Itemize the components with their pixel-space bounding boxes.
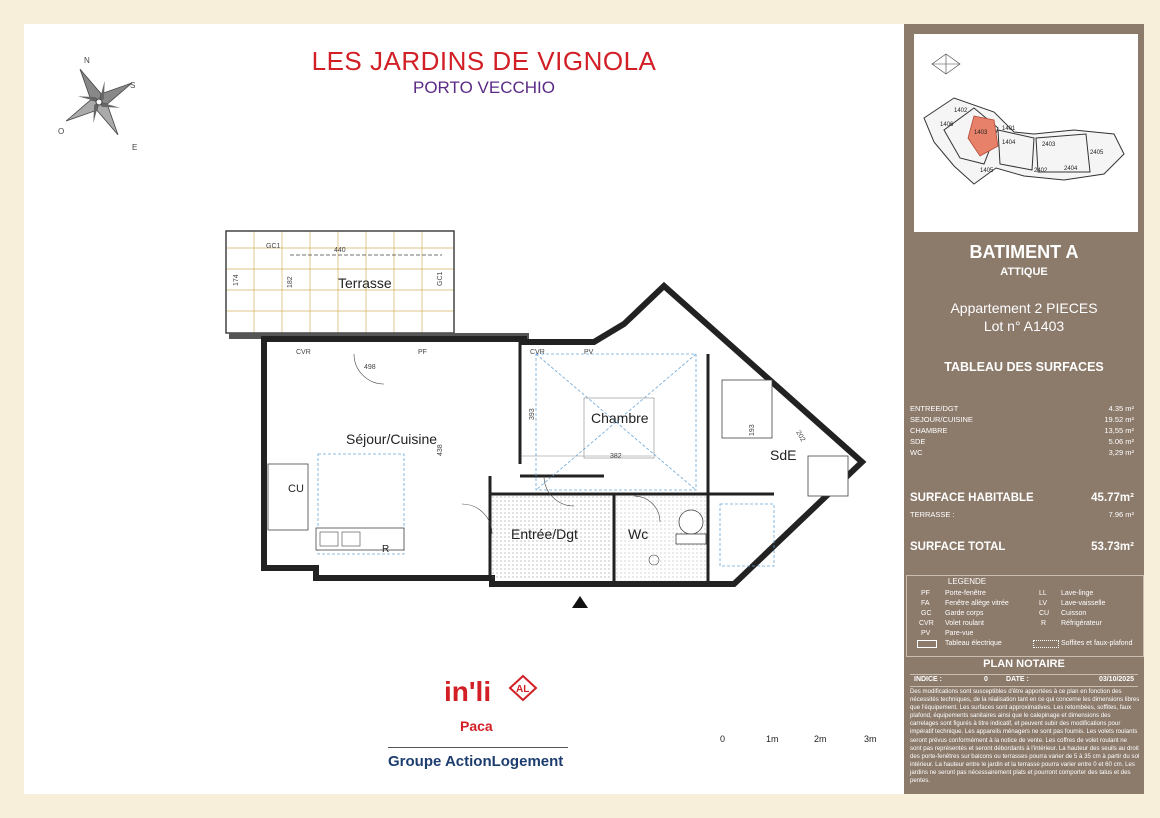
building-name: BATIMENT A [969,242,1079,262]
plan-mark: CVR [296,349,311,356]
plan-mark: GC1 [266,243,281,250]
room-label: SdE [770,447,797,463]
dimension-label: 498 [364,364,376,371]
plan-sheet [24,24,1144,794]
lot-number: 1404 [1002,140,1016,146]
terrace-surface: TERRASSE : 7.96 m² [910,510,1134,519]
disclaimer-notes: Des modifications sont susceptibles d'être apportées à ce plan en fonction des nécessités techniques, de la réalisation tant en ce qui concerne les dimensions libres que l'équipement. Les surfaces sont approximatives. Les retombées, soffites, faux plafond, équipements sanitaires ainsi que le calepinage et dimensions des carrelages sont figurés à titre indicatif, et peuvent subir des modifications pour impératif technique. Les appareils ménagers ne sont pas fournis. Les volets roulants seront prévus conformément à la notice de vente. Les coffres de volet roulant ne sont pas représentés et seront débordants à l'intérieur. La hauteur des seuils au droit des porte-fenêtres sur balcons ou terrasses pourra varier de 5 à 35 cm à partir du sol intérieur. La hauteur entre le jardin et la terrasse pourra varier entre 0 et 60 cm. Les jardins ne seront pas nécessairement plats et pourront comporter des talus et des pentes. [910,688,1140,785]
brand-group: Groupe ActionLogement [388,753,564,770]
kitchen-appliance-label: R [382,544,390,555]
surface-row: ENTREE/DGT 4.35 m² [910,404,1134,413]
dimension-label: 393 [529,408,536,420]
floor-plan [24,24,904,624]
plan-type: PLAN NOTAIRE [983,658,1065,670]
dimension-label: 440 [334,247,346,254]
brand-region: Paca [460,718,493,734]
plan-mark: PF [418,349,427,356]
surface-row: SDE 5.06 m² [910,437,1134,446]
surface-row: SEJOUR/CUISINE 19.52 m² [910,415,1134,424]
habitable-surface: SURFACE HABITABLE 45.77m² [910,492,1134,504]
room-label: Terrasse [338,275,392,291]
dimension-label: 382 [610,453,622,460]
dimension-label: 182 [287,276,294,288]
legend-title: LEGENDE [947,577,987,586]
plan-mark: PV [584,349,594,356]
compass-letter: O [58,127,65,136]
plan-mark: GC1 [437,271,444,286]
soffit-icon [1033,640,1059,648]
apartment-type: Appartement 2 PIECES [950,300,1098,316]
lot-number: 2404 [1064,166,1078,172]
lot-number: 1405 [980,168,994,174]
compass-letter: S [130,81,136,90]
entrance-arrow-icon [572,596,588,608]
compass-letter: N [84,56,90,65]
lot-number: 1402 [954,108,968,114]
info-panel [904,24,1144,794]
scale-label: 1m [766,734,779,744]
dimension-label: 202 [794,429,807,444]
dimension-label: 438 [437,444,444,456]
project-title: LES JARDINS DE VIGNOLA [311,46,657,76]
lot-number: Lot n° A1403 [983,318,1065,334]
brand-logo: in'li [444,676,492,707]
surface-row: CHAMBRE 13,55 m² [910,426,1134,435]
room-label: Chambre [591,410,649,426]
lot-number: 2402 [1034,168,1048,174]
brand-badge-text: AL [516,684,530,695]
room-label: Entrée/Dgt [511,526,578,542]
room-label: Séjour/Cuisine [346,431,438,447]
scale-label: 0 [720,734,726,744]
lot-number: 1406 [940,122,954,128]
project-location: PORTO VECCHIO [412,78,555,97]
plan-mark: CVR [530,349,545,356]
dimension-label: 193 [749,424,756,436]
revision-row: INDICE : 0 DATE : 03/10/2025 [910,674,1138,687]
compass-letter: E [132,143,138,152]
brand-badge-icon [508,674,538,702]
scale-label: 2m [814,734,827,744]
lot-number: 1403 [974,130,988,136]
scale-label: 3m [864,734,877,744]
lot-number: 2403 [1042,142,1056,148]
kitchen-appliance-label: CU [288,483,304,495]
room-label: Wc [628,526,649,542]
dimension-label: 174 [233,274,240,286]
lot-number: 1401 [1002,126,1016,132]
surfaces-table-title: TABLEAU DES SURFACES [944,360,1104,374]
lot-number: 2405 [1090,150,1104,156]
surface-row: WC 3,29 m² [910,448,1134,457]
floor-level: ATTIQUE [1000,266,1048,278]
key-plan [914,34,1138,232]
electrical-panel-icon [917,640,937,648]
total-surface: SURFACE TOTAL 53.73m² [910,541,1134,553]
legend-box: LEGENDE PF Porte-fenêtre FA Fenêtre allège vitrée GC Garde corps CVR Volet roulant PV Pare-vue Tableau électrique LL Lave-linge LV Lave-vaisselle CU Cuisson R Réfrigérateur Soffites et faux-plafond [906,575,1144,657]
logo-divider [388,747,568,748]
